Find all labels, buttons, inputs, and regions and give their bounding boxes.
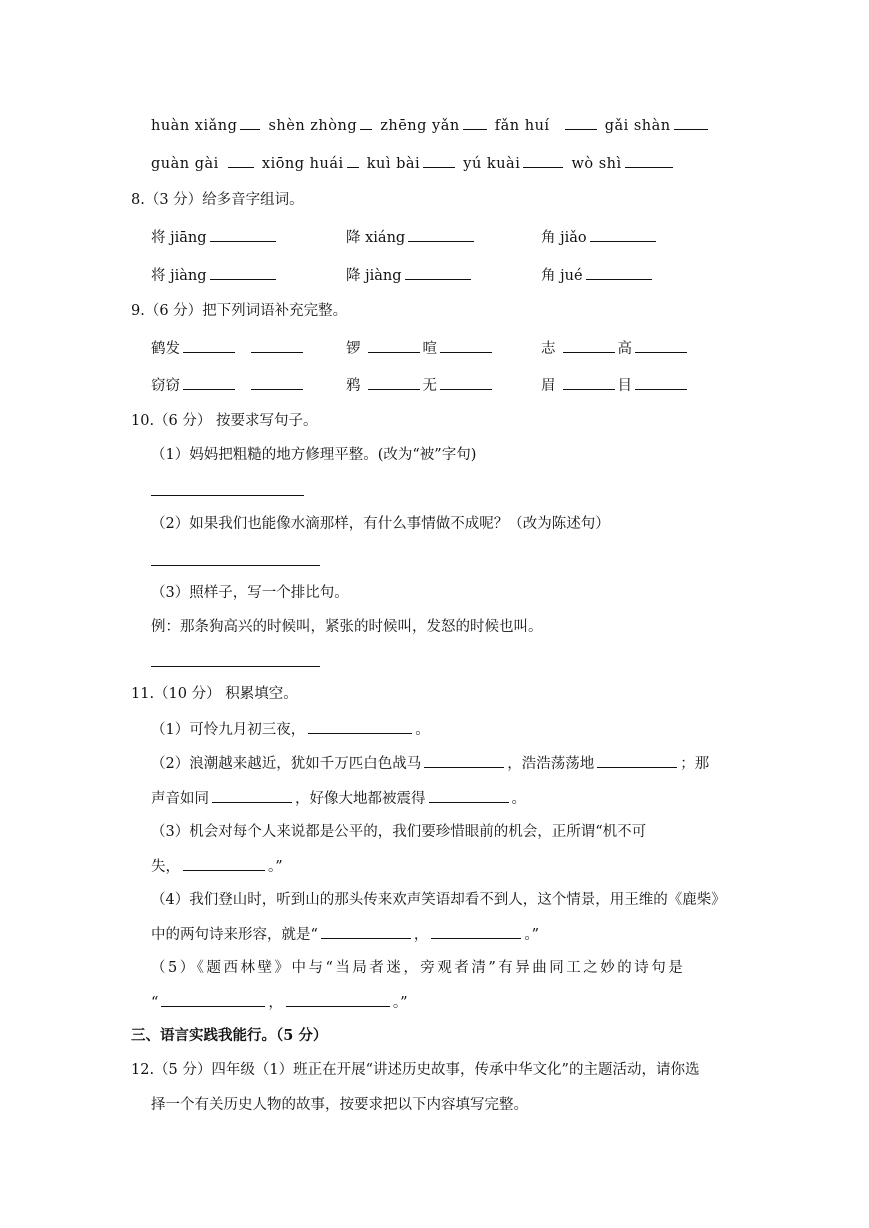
pinyin-item: yú kuài [463,156,521,172]
answer-blank[interactable] [183,856,265,871]
answer-blank[interactable] [212,788,292,803]
q8-item: 角 jué [541,265,655,286]
pinyin-item: wò shì [571,156,622,172]
q10-sub-1: （1）妈妈把粗糙的地方修理平整。(改为“被”字句) [151,447,477,463]
q9-item: 锣 喧 [346,338,495,359]
q11-sub-5: （5）《题西林壁》中与“当局者迷，旁观者清”有异曲同工之妙的诗句是 [151,960,686,976]
answer-blank[interactable] [308,719,412,734]
q9-item: 鸦 无 [346,375,495,396]
question-12-line-2: 择一个有关历史人物的故事，按要求把以下内容填写完整。 [151,1097,528,1113]
answer-blank[interactable] [321,924,411,939]
answer-blank[interactable] [463,115,487,130]
q8-item: 将 jiàng [151,265,279,286]
answer-line[interactable] [151,565,320,566]
q9-item: 眉 目 [541,375,690,396]
q11-sub-3: （3）机会对每个人来说都是公平的，我们要珍惜眼前的机会，正所谓“机不可 [151,824,647,840]
q11-sub-2-cont: 声音如同 ，好像大地都被震得 。 [151,788,526,809]
answer-blank[interactable] [251,338,303,353]
pinyin-item: shèn zhòng [268,118,358,134]
answer-blank[interactable] [360,115,372,130]
q9-item: 志 高 [541,338,690,359]
q10-example: 例：那条狗高兴的时候叫，紧张的时候叫，发怒的时候也叫。 [151,619,543,635]
answer-blank[interactable] [625,153,673,168]
answer-blank[interactable] [183,375,235,390]
answer-blank[interactable] [523,153,563,168]
pinyin-row-1 [151,115,711,136]
answer-blank[interactable] [210,265,276,280]
answer-blank[interactable] [586,265,652,280]
answer-blank[interactable] [240,115,260,130]
question-12-line-1: 12.（5 分）四年级（1）班正在开展“讲述历史故事，传承中华文化”的主题活动，请你选 [131,1062,700,1078]
question-11-title: 11.（10 分） 积累填空。 [131,686,298,702]
answer-blank[interactable] [424,753,504,768]
answer-blank[interactable] [563,375,615,390]
pinyin-item: kuì bài [366,156,421,172]
answer-blank[interactable] [565,115,597,130]
answer-blank[interactable] [431,924,521,939]
q9-item: 鹤发 [151,338,306,359]
section-3-heading: 三、语言实践我能行。（5 分） [131,1027,328,1044]
pinyin-item: zhēng yǎn [380,118,460,134]
answer-blank[interactable] [228,153,254,168]
q8-item: 将 jiāng [151,227,279,248]
pinyin-item: gǎi shàn [604,118,671,134]
q11-sub-4: （4）我们登山时，听到山的那头传来欢声笑语却看不到人，这个情景，用王维的《鹿柴》 [151,892,726,908]
answer-line[interactable] [151,495,304,496]
q8-item: 角 jiǎo [541,227,659,248]
question-8-title: 8.（3 分）给多音字组词。 [131,192,304,208]
answer-blank[interactable] [408,227,474,242]
answer-blank[interactable] [161,992,265,1007]
pinyin-item: xiōng huái [261,156,344,172]
q11-sub-2: （2）浪潮越来越近，犹如千万匹白色战马 ，浩浩荡荡地 ；那 [151,753,709,774]
q8-item: 降 jiàng [346,265,474,286]
answer-blank[interactable] [440,375,492,390]
answer-blank[interactable] [368,338,420,353]
q11-sub-5-cont: “ ， 。” [151,992,408,1013]
pinyin-item: fǎn huí [494,118,550,134]
pinyin-item: huàn xiǎng [151,118,238,134]
q10-sub-2: （2）如果我们也能像水滴那样，有什么事情做不成呢？（改为陈述句） [151,516,610,532]
answer-blank[interactable] [597,753,677,768]
answer-blank[interactable] [405,265,471,280]
answer-blank[interactable] [563,338,615,353]
answer-blank[interactable] [635,338,687,353]
answer-blank[interactable] [635,375,687,390]
answer-line[interactable] [151,666,320,667]
pinyin-item: guàn gài [151,156,219,172]
answer-blank[interactable] [423,153,455,168]
answer-blank[interactable] [590,227,656,242]
answer-blank[interactable] [347,153,359,168]
q11-sub-1: （1）可怜九月初三夜， 。 [151,719,430,740]
q11-sub-4-cont: 中的两句诗来形容，就是“ ， 。” [151,924,539,945]
answer-blank[interactable] [429,788,509,803]
q10-sub-3: （3）照样子，写一个排比句。 [151,585,349,601]
answer-blank[interactable] [368,375,420,390]
answer-blank[interactable] [674,115,708,130]
q8-item: 降 xiáng [346,227,477,248]
q9-item: 窃窃 [151,375,306,396]
answer-blank[interactable] [286,992,390,1007]
answer-blank[interactable] [183,338,235,353]
answer-blank[interactable] [210,227,276,242]
pinyin-row-2 [151,153,676,174]
question-10-title: 10.（6 分） 按要求写句子。 [131,413,318,429]
answer-blank[interactable] [440,338,492,353]
q11-sub-3-cont: 失， 。” [151,856,283,877]
question-9-title: 9.（6 分）把下列词语补充完整。 [131,303,348,319]
answer-blank[interactable] [251,375,303,390]
